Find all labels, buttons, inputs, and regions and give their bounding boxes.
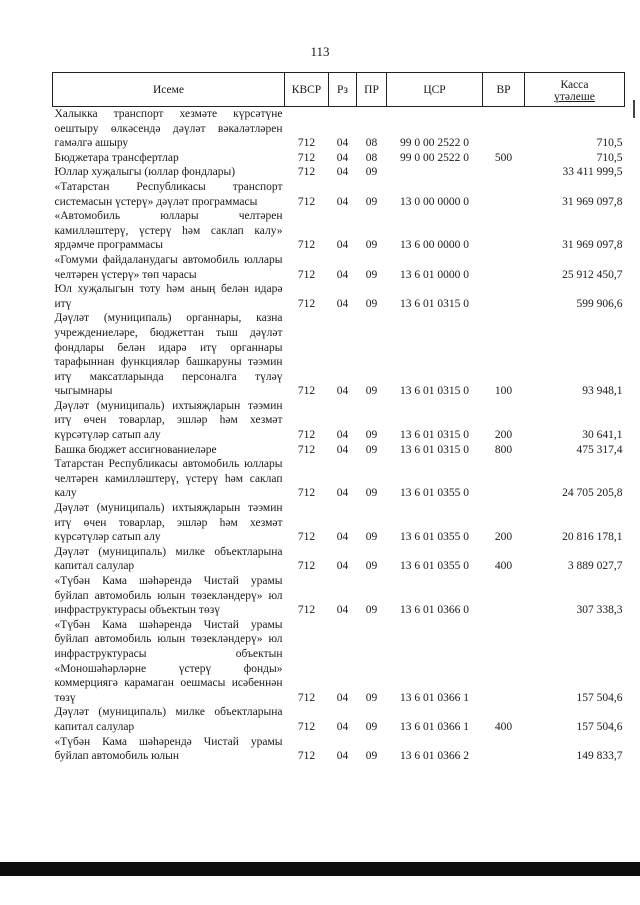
row-vr xyxy=(483,574,525,618)
header-kvsr: КВСР xyxy=(285,73,329,107)
row-kvsr: 712 xyxy=(297,268,316,281)
row-csr xyxy=(387,165,483,180)
row-amount: 31 969 097,8 xyxy=(562,239,623,252)
row-name: «Гомуми файдаланудагы автомобиль юллары челтәрен үстерү» төп чарасы xyxy=(54,253,283,281)
row-csr: 13 0 00 0000 0 xyxy=(400,195,469,208)
table-row xyxy=(53,253,625,282)
row-vr xyxy=(483,457,525,501)
row-kvsr: 712 xyxy=(297,429,316,442)
row-pr: 09 xyxy=(365,604,378,617)
row-pr: 09 xyxy=(365,297,378,310)
row-name: «Түбән Кама шәһәрендә Чистай урамы буйлап автомобиль юлын xyxy=(54,735,283,763)
row-pr: 09 xyxy=(365,560,378,573)
header-pr: ПР xyxy=(357,73,387,107)
row-vr: 400 xyxy=(494,720,513,733)
row-csr: 13 6 01 0366 0 xyxy=(400,604,469,617)
row-name: Дәүләт (муниципаль) органнары, казна учреждениеләре, бюджеттан тыш дәүләт фондлары белән идарә итү органнары тарафыннан функцияләр башкаруны тәэмин итү максатларында персоналга түләү чыгымнары xyxy=(54,312,283,398)
row-kvsr: 712 xyxy=(297,151,316,164)
row-amount: 157 504,6 xyxy=(576,691,623,704)
row-kvsr: 712 xyxy=(297,604,316,617)
header-csr: ЦСР xyxy=(387,73,483,107)
header-kassa-line2: үтәлеше xyxy=(554,90,595,103)
row-vr xyxy=(483,618,525,706)
row-rz: 04 xyxy=(336,151,349,164)
row-vr: 200 xyxy=(494,429,513,442)
row-csr: 13 6 01 0366 1 xyxy=(400,720,469,733)
table-row xyxy=(53,107,625,151)
table-row xyxy=(53,311,625,399)
row-vr: 200 xyxy=(494,531,513,544)
row-name: «Татарстан Республикасы транспорт системасын үстерү» дәүләт программасы xyxy=(54,180,283,208)
row-csr: 13 6 01 0355 0 xyxy=(400,487,469,500)
row-csr: 99 0 00 2522 0 xyxy=(400,151,469,164)
header-vr: ВР xyxy=(483,73,525,107)
row-amount: 475 317,4 xyxy=(576,443,623,456)
row-pr: 09 xyxy=(365,720,378,733)
row-rz: 04 xyxy=(336,720,349,733)
header-rz: Рз xyxy=(329,73,357,107)
row-pr: 09 xyxy=(365,750,378,763)
row-name: Дәүләт (муниципаль) ихтыяҗларын тәэмин итү өчен товарлар, эшләр һәм хезмәт күрсәтүләр сатып алу xyxy=(54,502,283,544)
row-name: Татарстан Республикасы автомобиль юллары челтәрен камилләштерү, үстерү һәм саклап калу xyxy=(54,458,283,500)
row-csr: 13 6 01 0315 0 xyxy=(400,429,469,442)
row-amount: 31 969 097,8 xyxy=(562,195,623,208)
row-amount: 710,5 xyxy=(596,151,623,164)
table-row xyxy=(53,501,625,545)
row-rz: 04 xyxy=(336,429,349,442)
row-csr: 13 6 01 0315 0 xyxy=(400,297,469,310)
row-vr xyxy=(483,735,525,764)
row-vr xyxy=(483,209,525,253)
row-vr: 400 xyxy=(494,560,513,573)
row-name: Дәүләт (муниципаль) ихтыяҗларын тәэмин итү өчен товарлар, эшләр һәм хезмәт күрсәтүләр сатып алу xyxy=(54,399,283,442)
page-number: 113 xyxy=(310,44,330,59)
row-rz: 04 xyxy=(336,195,349,208)
row-name: «Автомобиль юллары челтәрен камилләштерү, үстерү һәм саклап калу» ярдәмче программасы xyxy=(54,210,283,252)
table-row xyxy=(53,574,625,618)
row-amount: 24 705 205,8 xyxy=(562,487,623,500)
row-vr xyxy=(483,253,525,282)
header-name: Исеме xyxy=(53,73,285,107)
row-name: Бюджетара трансфертлар xyxy=(54,151,179,164)
row-kvsr: 712 xyxy=(297,137,316,150)
row-csr: 13 6 01 0315 0 xyxy=(400,385,469,398)
scan-bottom-bar xyxy=(0,862,640,876)
table-row xyxy=(53,618,625,706)
row-name: Дәүләт (муниципаль) милке объектларына капитал салулар xyxy=(54,706,283,733)
row-pr: 09 xyxy=(365,443,378,456)
row-vr xyxy=(483,165,525,180)
row-pr: 09 xyxy=(365,268,378,281)
row-amount: 20 816 178,1 xyxy=(562,531,623,544)
budget-table-container xyxy=(52,72,624,764)
table-row xyxy=(53,457,625,501)
table-row xyxy=(53,705,625,734)
row-pr: 08 xyxy=(365,151,378,164)
row-kvsr: 712 xyxy=(297,239,316,252)
row-rz: 04 xyxy=(336,750,349,763)
row-vr: 800 xyxy=(494,443,513,456)
table-row xyxy=(53,165,625,180)
row-rz: 04 xyxy=(336,137,349,150)
row-pr: 09 xyxy=(365,166,378,179)
row-name: Юллар хуҗалыгы (юллар фондлары) xyxy=(54,166,236,179)
table-row xyxy=(53,443,625,458)
row-csr: 13 6 01 0355 0 xyxy=(400,531,469,544)
row-kvsr: 712 xyxy=(297,487,316,500)
row-name: «Түбән Кама шәһәрендә Чистай урамы буйлап автомобиль юлын төзекләндерү» юл инфраструктурасы объектын төзү xyxy=(54,575,283,617)
row-rz: 04 xyxy=(336,297,349,310)
row-amount: 157 504,6 xyxy=(576,720,623,733)
table-header xyxy=(53,73,625,107)
row-vr: 500 xyxy=(494,151,513,164)
row-pr: 09 xyxy=(365,487,378,500)
row-rz: 04 xyxy=(336,443,349,456)
row-kvsr: 712 xyxy=(297,195,316,208)
scan-edge-mark xyxy=(633,100,635,118)
row-amount: 307 338,3 xyxy=(576,604,623,617)
row-kvsr: 712 xyxy=(297,750,316,763)
row-csr: 13 6 01 0000 0 xyxy=(400,268,469,281)
row-rz: 04 xyxy=(336,385,349,398)
row-amount: 25 912 450,7 xyxy=(562,268,623,281)
row-vr xyxy=(483,282,525,311)
row-rz: 04 xyxy=(336,691,349,704)
row-rz: 04 xyxy=(336,487,349,500)
row-kvsr: 712 xyxy=(297,720,316,733)
row-amount: 93 948,1 xyxy=(582,385,623,398)
row-pr: 08 xyxy=(365,137,378,150)
row-name: Юл хуҗалыгын тоту һәм аның белән идарә итү xyxy=(54,283,283,310)
row-kvsr: 712 xyxy=(297,691,316,704)
table-row xyxy=(53,180,625,209)
table-row xyxy=(53,209,625,253)
row-amount: 599 906,6 xyxy=(576,297,623,310)
row-pr: 09 xyxy=(365,195,378,208)
row-kvsr: 712 xyxy=(297,166,316,179)
row-csr: 13 6 01 0355 0 xyxy=(400,560,469,573)
row-csr: 13 6 01 0366 2 xyxy=(400,750,469,763)
table-row xyxy=(53,151,625,166)
row-rz: 04 xyxy=(336,268,349,281)
row-vr xyxy=(483,180,525,209)
row-csr: 13 6 01 0315 0 xyxy=(400,443,469,456)
row-amount: 3 889 027,7 xyxy=(567,560,623,573)
row-pr: 09 xyxy=(365,691,378,704)
table-row xyxy=(53,735,625,764)
row-name: Халыкка транспорт хезмәте күрсәтүне оештыру өлкәсендә дәүләт вәкаләтләрен гамәлгә ашыру xyxy=(54,108,283,150)
row-amount: 149 833,7 xyxy=(576,750,623,763)
row-rz: 04 xyxy=(336,531,349,544)
row-amount: 33 411 999,5 xyxy=(562,166,623,179)
header-kassa xyxy=(525,73,625,107)
row-amount: 710,5 xyxy=(596,137,623,150)
row-vr: 100 xyxy=(494,385,513,398)
table-body xyxy=(53,107,625,764)
row-pr: 09 xyxy=(365,429,378,442)
row-name: Башка бюджет ассигнованиеләре xyxy=(54,443,217,456)
row-rz: 04 xyxy=(336,604,349,617)
header-kassa-line1: Касса xyxy=(560,78,589,91)
row-csr: 13 6 01 0366 1 xyxy=(400,691,469,704)
budget-table xyxy=(52,72,625,764)
row-pr: 09 xyxy=(365,385,378,398)
row-pr: 09 xyxy=(365,531,378,544)
row-pr: 09 xyxy=(365,239,378,252)
row-kvsr: 712 xyxy=(297,443,316,456)
row-kvsr: 712 xyxy=(297,531,316,544)
table-row xyxy=(53,399,625,443)
row-rz: 04 xyxy=(336,560,349,573)
row-kvsr: 712 xyxy=(297,560,316,573)
row-csr: 99 0 00 2522 0 xyxy=(400,137,469,150)
row-amount: 30 641,1 xyxy=(582,429,623,442)
row-rz: 04 xyxy=(336,166,349,179)
table-row xyxy=(53,545,625,574)
row-csr: 13 6 00 0000 0 xyxy=(400,239,469,252)
table-row xyxy=(53,282,625,311)
row-vr xyxy=(483,107,525,151)
row-name: Дәүләт (муниципаль) милке объектларына капитал салулар xyxy=(54,545,283,573)
row-name: «Түбән Кама шәһәрендә Чистай урамы буйлап автомобиль юлын төзекләндерү» юл инфраструктурасы объектын «Моношәһәрләрне үстерү фонды» коммерциягә карамаган оешмасы исәбеннән төзү xyxy=(54,618,283,704)
row-kvsr: 712 xyxy=(297,385,316,398)
row-rz: 04 xyxy=(336,239,349,252)
row-kvsr: 712 xyxy=(297,297,316,310)
